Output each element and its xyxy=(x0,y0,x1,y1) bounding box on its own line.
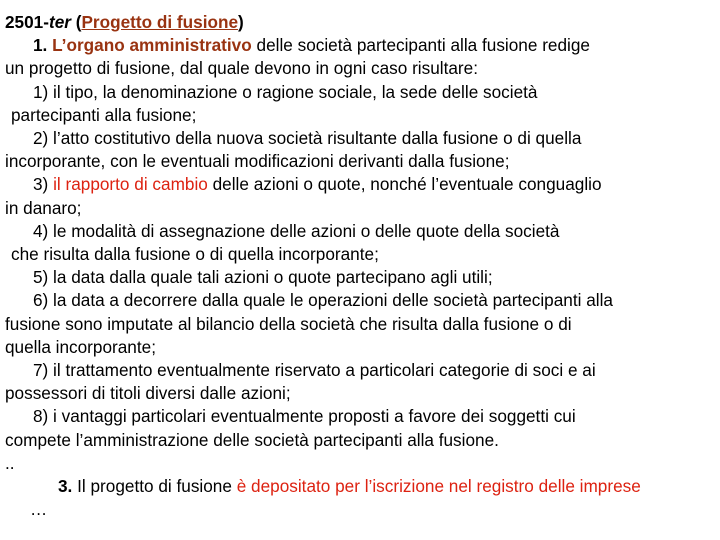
para3-highlight: è depositato per l’iscrizione nel registro delle imprese xyxy=(236,476,641,497)
item4-line2: che risulta dalla fusione o di quella incorporante; xyxy=(11,244,379,265)
title-paren-open: ( xyxy=(70,12,82,32)
item6-line3: quella incorporante; xyxy=(5,336,156,357)
article-number: 2501- xyxy=(5,12,49,32)
item6-line2: fusione sono imputate al bilancio della società che risulta dalla fusione o di xyxy=(5,313,572,334)
item3-line2: in danaro; xyxy=(5,197,82,218)
item7-line2: possessori di titoli diversi dalle azioni; xyxy=(5,383,291,404)
item1-line2: partecipanti alla fusione; xyxy=(11,104,197,125)
para1-line1 xyxy=(5,34,720,57)
title-paren-close: ) xyxy=(238,12,244,32)
article-suffix: ter xyxy=(48,12,71,32)
para3-pre: Il progetto di fusione xyxy=(72,476,237,497)
item8-line1: 8) i vantaggi particolari eventualmente proposti a favore dei soggetti cui xyxy=(33,406,576,427)
article-title xyxy=(5,11,720,34)
document-slide xyxy=(5,11,720,521)
item2-line2: incorporante, con le eventuali modificazioni derivanti dalla fusione; xyxy=(5,151,510,172)
item1-line1: 1) il tipo, la denominazione o ragione sociale, la sede delle società xyxy=(33,81,538,102)
item8-line2: compete l’amministrazione delle società partecipanti alla fusione. xyxy=(5,429,499,450)
item5-line1: 5) la data dalla quale tali azioni o quote partecipano agli utili; xyxy=(33,267,493,288)
item2-line1: 2) l’atto costitutivo della nuova società risultante dalla fusione o di quella xyxy=(33,128,582,149)
item7-line1: 7) il trattamento eventualmente riservato a particolari categorie di soci e ai xyxy=(33,360,596,381)
para1-rest: delle società partecipanti alla fusione redige xyxy=(251,35,590,56)
para1-highlight: L’organo amministrativo xyxy=(52,35,252,56)
item6-line1: 6) la data a decorrere dalla quale le operazioni delle società partecipanti alla xyxy=(33,290,613,311)
para3-line xyxy=(5,475,720,498)
item3-prefix: 3) xyxy=(33,174,54,195)
para1-line2: un progetto di fusione, dal quale devono in ogni caso risultare: xyxy=(5,58,478,79)
para3-number: 3. xyxy=(58,476,73,497)
ellipsis-2: … xyxy=(30,499,48,520)
para1-number: 1. xyxy=(33,35,48,56)
article-link[interactable]: Progetto di fusione xyxy=(81,12,239,32)
item3-line1 xyxy=(5,173,720,196)
item3-rest: delle azioni o quote, nonché l’eventuale conguaglio xyxy=(207,174,602,195)
item4-line1: 4) le modalità di assegnazione delle azioni o delle quote della società xyxy=(33,220,560,241)
item3-highlight: il rapporto di cambio xyxy=(53,174,208,195)
ellipsis-1: .. xyxy=(5,452,15,473)
